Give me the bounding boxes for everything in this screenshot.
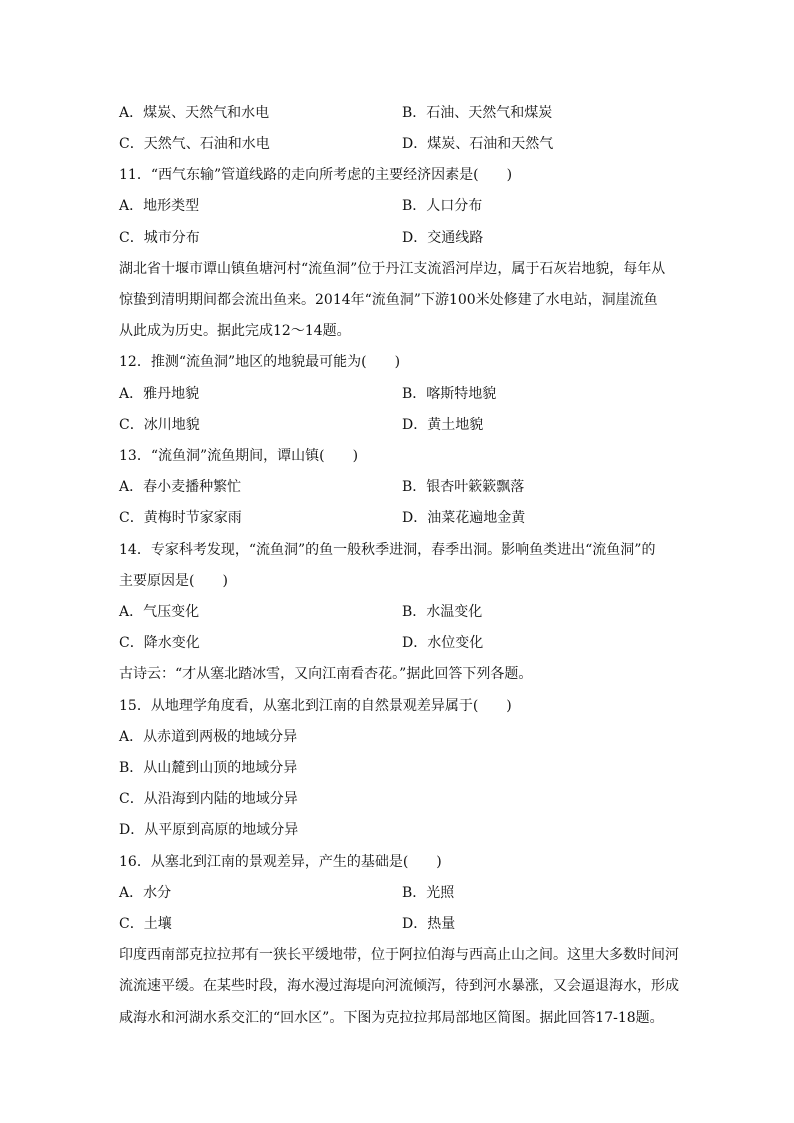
q14-option-a: A．气压变化	[119, 604, 200, 620]
q12-option-b: B．喀斯特地貌	[402, 386, 497, 402]
q11-option-a: A．地形类型	[119, 198, 200, 214]
q13-option-a: A．春小麦播种繁忙	[119, 479, 242, 495]
q16-stem: 16．从塞北到江南的景观差异，产生的基础是( )	[119, 854, 442, 870]
q10-option-d: D．煤炭、石油和天然气	[402, 136, 554, 152]
passage3-line2: 流流速平缓。在某些时段，海水漫过海堤向河流倾泻，待到河水暴涨，又会逼退海水，形成	[119, 978, 679, 994]
q14-option-c: C．降水变化	[119, 635, 200, 651]
q13-option-d: D．油菜花遍地金黄	[402, 510, 526, 526]
q14-option-d: D．水位变化	[402, 635, 484, 651]
q16-option-d: D．热量	[402, 916, 456, 932]
q11-option-c: C．城市分布	[119, 230, 200, 246]
passage1-line3: 从此成为历史。据此完成12～14题。	[119, 323, 351, 339]
passage3-line3: 咸海水和河湖水系交汇的“回水区”。下图为克拉拉邦局部地区简图。据此回答17-18题。	[119, 1010, 664, 1026]
q15-option-c: C．从沿海到内陆的地域分异	[119, 791, 298, 807]
q10-option-c: C．天然气、石油和水电	[119, 136, 270, 152]
q13-stem: 13．“流鱼洞”流鱼期间，谭山镇( )	[119, 448, 359, 464]
q12-stem: 12．推测“流鱼洞”地区的地貌最可能为( )	[119, 354, 401, 370]
q13-option-c: C．黄梅时节家家雨	[119, 510, 242, 526]
q11-option-d: D．交通线路	[402, 230, 484, 246]
q14-stem-line1: 14．专家科考发现，“流鱼洞”的鱼一般秋季进洞，春季出洞。影响鱼类进出“流鱼洞”的	[119, 542, 656, 558]
q16-option-a: A．水分	[119, 885, 172, 901]
q10-option-a: A．煤炭、天然气和水电	[119, 105, 270, 121]
q15-stem: 15．从地理学角度看，从塞北到江南的自然景观差异属于( )	[119, 698, 512, 714]
q12-option-d: D．黄土地貌	[402, 417, 484, 433]
q10-option-b: B．石油、天然气和煤炭	[402, 105, 553, 121]
q12-option-c: C．冰川地貌	[119, 417, 200, 433]
q14-stem-line2: 主要原因是( )	[119, 573, 228, 589]
q15-option-b: B．从山麓到山顶的地域分异	[119, 760, 298, 776]
q16-option-b: B．光照	[402, 885, 455, 901]
q13-option-b: B．银杏叶簌簌飘落	[402, 479, 525, 495]
q11-option-b: B．人口分布	[402, 198, 483, 214]
passage2-line1: 古诗云：“才从塞北踏冰雪，又向江南看杏花。”据此回答下列各题。	[119, 666, 533, 682]
q12-option-a: A．雅丹地貌	[119, 386, 200, 402]
q15-option-d: D．从平原到高原的地域分异	[119, 822, 299, 838]
q11-stem: 11．“西气东输”管道线路的走向所考虑的主要经济因素是( )	[119, 167, 513, 183]
passage1-line2: 惊蛰到清明期间都会流出鱼来。2014年“流鱼洞”下游100米处修建了水电站，洞崖流鱼	[119, 292, 658, 308]
passage1-line1: 湖北省十堰市谭山镇鱼塘河村“流鱼洞”位于丹江支流滔河岸边，属于石灰岩地貌，每年从	[119, 261, 666, 277]
passage3-line1: 印度西南部克拉拉邦有一狭长平缓地带，位于阿拉伯海与西高止山之间。这里大多数时间河	[119, 947, 679, 963]
q15-option-a: A．从赤道到两极的地域分异	[119, 729, 298, 745]
q16-option-c: C．土壤	[119, 916, 172, 932]
q14-option-b: B．水温变化	[402, 604, 483, 620]
